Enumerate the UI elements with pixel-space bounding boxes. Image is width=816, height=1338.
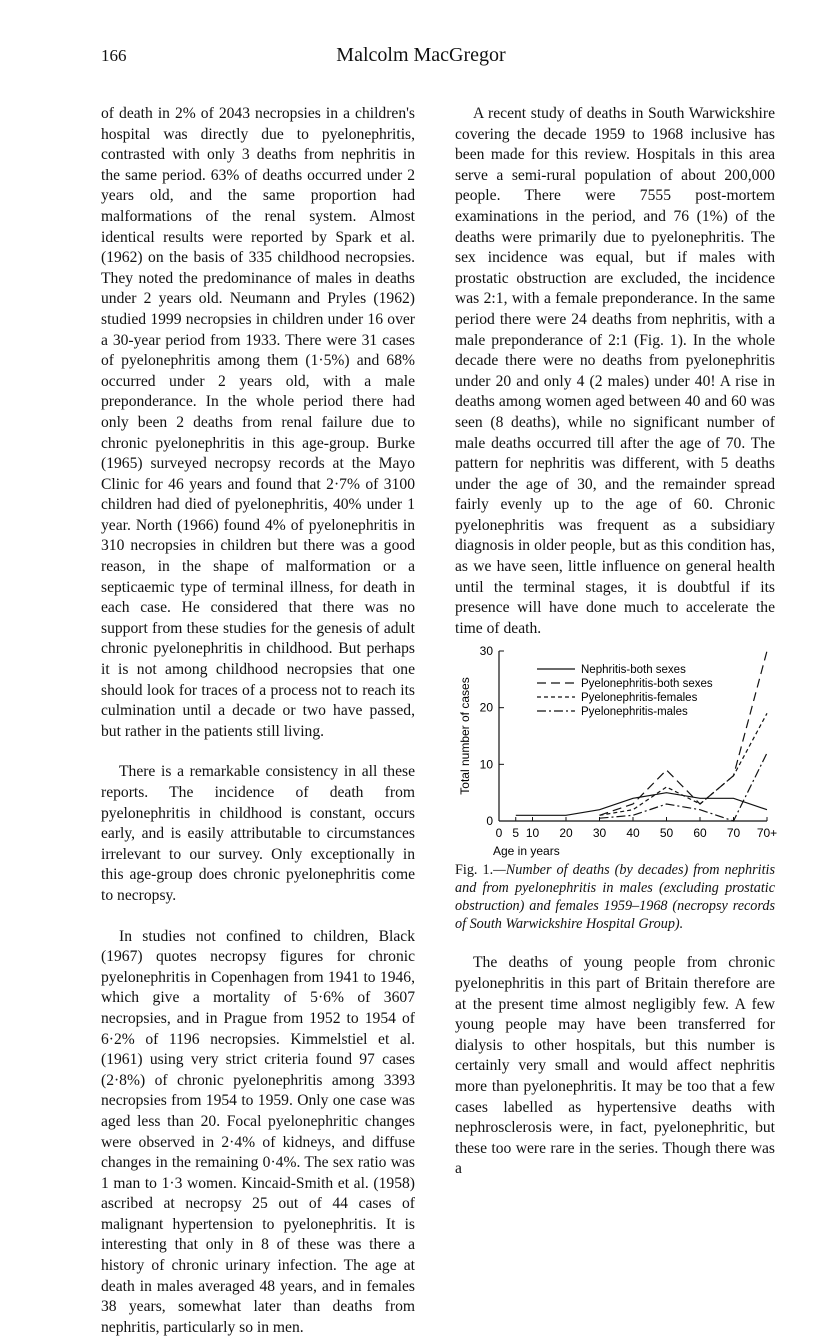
y-tick-label-0: 0	[486, 814, 493, 829]
left-column	[101, 104, 415, 1338]
line-chart	[455, 644, 778, 859]
x-axis-label: Age in years	[493, 844, 560, 859]
x-tick-label-60: 60	[693, 826, 707, 841]
left-paragraph-1: of death in 2% of 2043 necropsies in a children's hospital was directly due to pyelonephritis, contrasted with only 3 deaths from nephritis in the same period. 63% of deaths occurred under 2 years old, and the same proportion had malformations of the renal system. Almost identical results were reported by Spark et al. (1962) on the basis of 335 childhood necropsies. They noted the predominance of males in deaths under 2 years old. Neumann and Pryles (1962) studied 1999 necropsies in children under 16 over a 30-year period from 1933. There were 31 cases of pyelonephritis among them (1·5%) and 68% occurred under 2 years old, with a male preponderance. In the whole period there had only been 2 deaths from renal failure due to chronic pyelonephritis in this age-group. Burke (1965) surveyed necropsy records at the Mayo Clinic for 46 years and found that 2·7% of 3100 children had died of pyelonephritis, 40% under 1 year. North (1966) found 4% of pyelonephritis in 310 necropsies in children but there was a good reason, in the shape of malformation or a septicaemic type of terminal illness, for death in each case. He considered that there was no support from these studies for the genesis of adult chronic pyelonephritis in childhood. But perhaps it is not among childhood necropsies that one should look for traces of a process not to reach its culmination until a decade or two have passed, but rather in the patients still living.	[101, 105, 415, 740]
y-tick-label-20: 20	[479, 701, 493, 716]
left-paragraph-2: There is a remarkable consistency in all these reports. The incidence of death from pyelonephritis in childhood is constant, occurs early, and is easily attributable to circumstances irrelevant to our survey. Only exceptionally in this age-group does chronic pyelonephritis come to necropsy.	[101, 763, 415, 904]
legend-label-2: Pyelonephritis-both sexes	[581, 678, 713, 691]
right-column	[455, 104, 778, 1180]
right-paragraph-2: The deaths of young people from chronic pyelonephritis in this part of Britain therefore are at the present time almost negligibly few. A few young people may have been transferred for dialysis to other hospitals, but this number is certainly very small and would affect nephritis more than pyelonephritis. It may be too that a few cases labelled as hypertensive deaths with nephrosclerosis were, in fact, pyelonephritic, but these too were rare in the series. Though there was a	[455, 954, 775, 1178]
figure-1	[455, 644, 778, 859]
x-tick-label-70: 70	[726, 826, 741, 841]
x-tick-label-10: 10	[525, 826, 540, 841]
y-tick-label-30: 30	[479, 644, 493, 659]
left-paragraph-3: In studies not confined to children, Black (1967) quotes necropsy figures for chronic pyelonephritis in Copenhagen from 1941 to 1946, which give a mortality of 5·6% of 3607 necropsies, and in Prague from 1952 to 1954 of 6·2% of 1196 necropsies. Kimmelstiel et al. (1961) using very strict criteria found 97 cases (2·8%) of chronic pyelonephritis among 3393 necropsies from 1954 to 1959. Only one case was aged less than 20. Focal pyelonephritic changes were observed in 2·4% of kidneys, and diffuse changes in the remaining 0·4%. The sex ratio was 1 man to 1·3 women. Kincaid-Smith et al. (1958) ascribed at necropsy 25 out of 44 cases of malignant hypertension to pyelonephritis. It is interesting that only in 8 of these was there a history of chronic urinary infection. The age at death in males averaged 48 years, and in females 38 years, somewhat later than deaths from nephritis, particularly so in men.	[101, 927, 415, 1336]
y-tick-label-10: 10	[479, 757, 493, 772]
page-header	[101, 44, 741, 74]
legend-label-1: Nephritis-both sexes	[581, 664, 686, 677]
x-tick-label-30: 30	[592, 826, 607, 841]
figure-caption	[455, 861, 775, 933]
series-line-3	[600, 714, 768, 816]
legend-label-4: Pyelonephritis-males	[581, 706, 688, 719]
x-tick-label-80: 70+	[756, 826, 778, 841]
y-axis-label: Total number of cases	[458, 677, 472, 796]
x-tick-label-40: 40	[626, 826, 640, 841]
x-tick-label-20: 20	[559, 826, 573, 841]
x-tick-label-5: 5	[512, 826, 520, 841]
legend-label-3: Pyelonephritis-females	[581, 692, 698, 705]
x-tick-label-0: 0	[495, 826, 503, 841]
figure-caption-label: Fig. 1.	[455, 862, 494, 879]
running-title: Malcolm MacGregor	[336, 44, 506, 66]
right-paragraph-1: A recent study of deaths in South Warwickshire covering the decade 1959 to 1968 inclusive has been made for this review. Hospitals in this area serve a semi-rural population of about 200,000 people. There were 7555 post-mortem examinations in the period, and 76 (1%) of the deaths were primarily due to pyelonephritis. The sex incidence was equal, but if males with prostatic obstruction are excluded, the incidence was 2:1, with a female preponderance. In the same period there were 24 deaths from nephritis, with a male preponderance of 2:1 (Fig. 1). In the whole decade there were no deaths from pyelonephritis under 20 and only 4 (2 males) under 40! A rise in deaths among women aged between 40 and 60 was seen (8 deaths), while no significant number of male deaths occurred till after the age of 70. The pattern for nephritis was different, with 5 deaths under the age of 30, and the remainder spread fairly evenly up to the age of 60. Chronic pyelonephritis was frequent as a subsidiary diagnosis in older people, but as this condition has, as we have seen, little influence on general health until the terminal stages, it is doubtful if its presence will have done much to accelerate the time of death.	[455, 105, 775, 637]
page-number: 166	[101, 46, 127, 65]
x-tick-label-50: 50	[659, 826, 674, 841]
figure-caption-text: —Number of deaths (by decades) from nephritis and from pyelonephritis in males (excluding prostatic obstruction) and females 1959–1968 (necropsy records of South Warwickshire Hospital Group).	[455, 862, 775, 933]
